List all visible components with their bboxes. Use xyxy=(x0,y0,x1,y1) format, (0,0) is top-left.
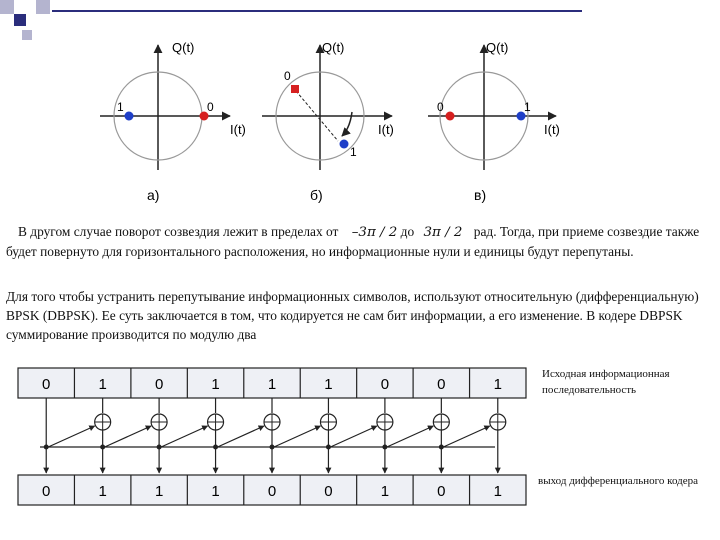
paragraph-rotation xyxy=(6,222,706,261)
input-sequence-label: Исходная информационная последовательность xyxy=(542,368,670,396)
q-label-c: Q(t) xyxy=(486,40,509,55)
output-bit: 0 xyxy=(42,483,51,500)
tap-dot xyxy=(439,445,444,450)
output-bit: 1 xyxy=(493,483,502,500)
p1-mid: до xyxy=(400,224,415,239)
left-point-label-c: 0 xyxy=(437,100,444,114)
feedback-arrow xyxy=(387,426,433,447)
bottom-point-label-b: 1 xyxy=(350,145,357,159)
p1-end: рад. Тогда, при приеме созвездие также будет повернуто для горизонтального расположения, но информационные нули и единицы будут перепутаны. xyxy=(6,224,700,259)
right-point-label-c: 1 xyxy=(524,100,531,114)
output-bit: 1 xyxy=(380,483,390,500)
i-label-a: I(t) xyxy=(230,122,246,137)
input-bit: 1 xyxy=(267,376,277,393)
encoder-output-label: выход дифференциального кодера xyxy=(538,475,698,487)
input-bit: 1 xyxy=(493,376,502,393)
q-label-b: Q(t) xyxy=(322,40,345,55)
output-bit: 1 xyxy=(154,483,164,500)
feedback-arrow xyxy=(274,426,320,447)
feedback-arrow xyxy=(330,426,376,447)
input-bit: 1 xyxy=(98,376,107,393)
input-bit: 0 xyxy=(42,376,51,393)
paragraph-dbpsk: Для того чтобы устранить перепутывание информационных символов, используют относительную (дифференциальную) BPSK (DBPSK). Ее суть заключается в том, что кодируется не сам бит информации, а его изменение. В кодере DBPSK суммирование производится по модулю два xyxy=(6,289,699,342)
input-bit: 0 xyxy=(154,376,164,393)
tap-dot xyxy=(270,445,275,450)
caption-b: б) xyxy=(310,187,323,203)
caption-a: а) xyxy=(147,187,160,203)
q-label-a: Q(t) xyxy=(172,40,195,55)
caption-c: в) xyxy=(474,187,487,203)
output-bit: 1 xyxy=(98,483,107,500)
point-red-b xyxy=(291,85,299,93)
feedback-arrow xyxy=(48,426,94,447)
feedback-arrow xyxy=(161,426,207,447)
input-bit: 1 xyxy=(324,376,333,393)
output-bit: 0 xyxy=(267,483,277,500)
i-label-b: I(t) xyxy=(378,122,394,137)
point-blue-b xyxy=(340,140,349,149)
tap-dot xyxy=(157,445,162,450)
output-bit: 1 xyxy=(211,483,220,500)
feedback-arrow xyxy=(105,426,151,447)
output-bit: 0 xyxy=(437,483,446,500)
left-point-label-a: 1 xyxy=(117,100,124,114)
feedback-arrow xyxy=(443,426,489,447)
p1-range-to: 3π / 2 xyxy=(423,225,463,240)
input-bit: 1 xyxy=(211,376,220,393)
panel-b xyxy=(262,40,394,203)
p1-start: В другом случае поворот созвездия лежит в пределах от xyxy=(18,224,339,239)
feedback-arrow xyxy=(218,426,264,447)
point-red-c xyxy=(446,112,455,121)
panel-c xyxy=(428,40,560,203)
point-blue-a xyxy=(125,112,134,121)
i-label-c: I(t) xyxy=(544,122,560,137)
tap-dot xyxy=(326,445,331,450)
input-bit: 0 xyxy=(437,376,446,393)
tap-dot xyxy=(44,445,49,450)
panel-a xyxy=(100,40,246,203)
tap-dot xyxy=(382,445,387,450)
input-bit: 0 xyxy=(380,376,390,393)
constellation-figure xyxy=(0,0,720,215)
tap-dot xyxy=(100,445,105,450)
right-point-label-a: 0 xyxy=(207,100,214,114)
output-bit: 0 xyxy=(324,483,333,500)
top-point-label-b: 0 xyxy=(284,69,291,83)
tap-dot xyxy=(213,445,218,450)
p1-range-from: –3π / 2 xyxy=(351,225,398,240)
